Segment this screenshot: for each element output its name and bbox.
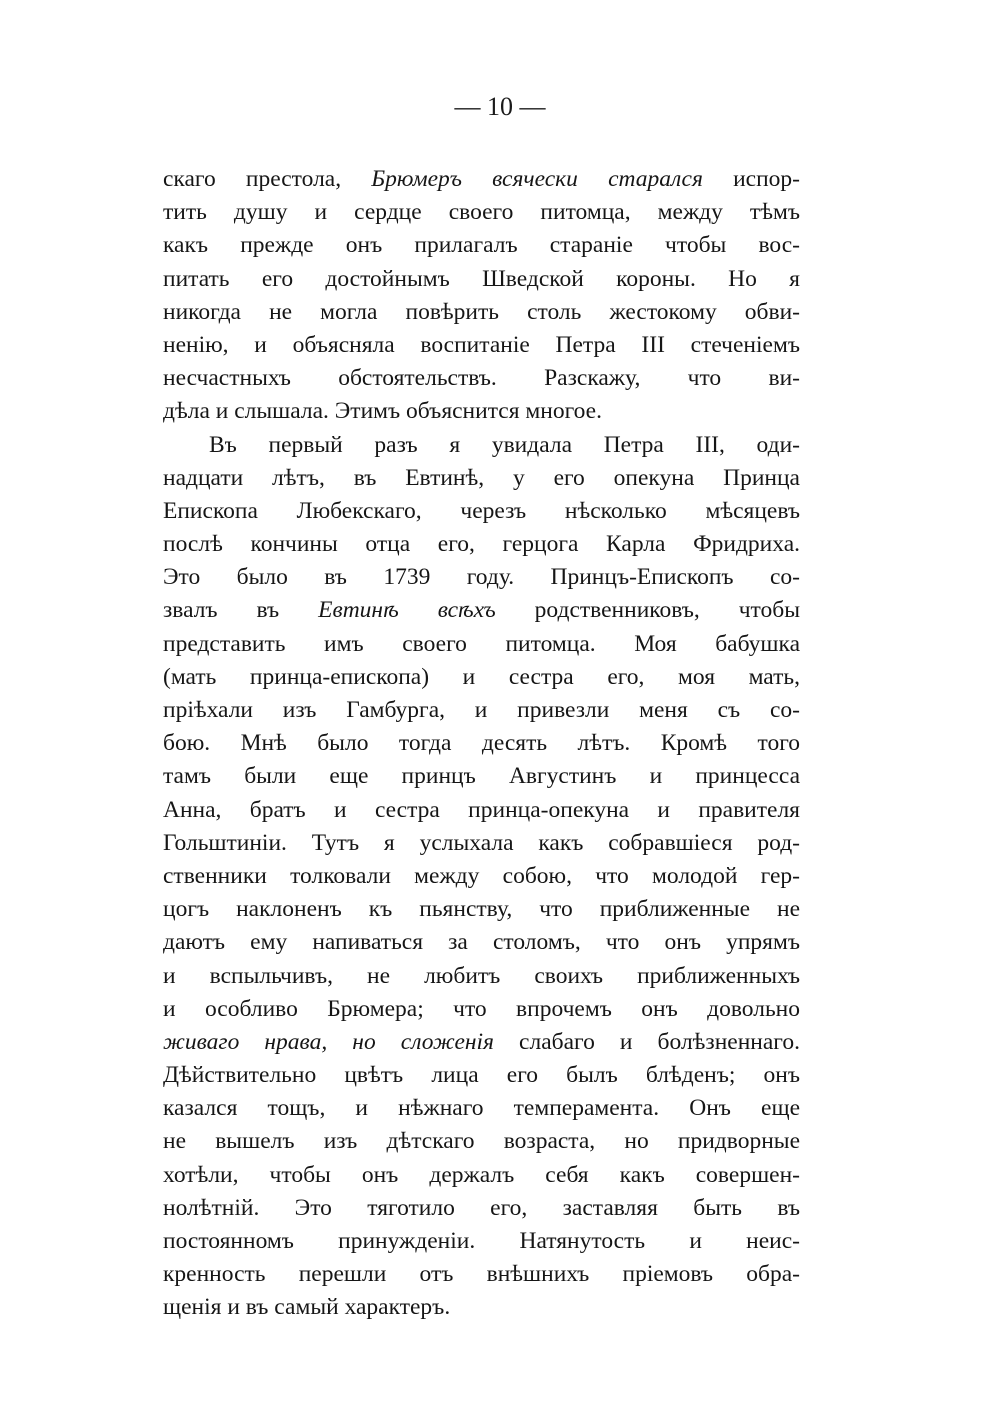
text-segment: Это было въ 1739 году. Принцъ-Епископъ со-: [163, 564, 800, 591]
text-segment: слабаго и болѣзненнаго.: [493, 1028, 800, 1055]
text-line: [163, 296, 800, 329]
text-line: [163, 727, 800, 760]
text-segment: Въ первый разъ я увидала Петра III, оди-: [209, 431, 800, 458]
text-segment: Анна, братъ и сестра принца-опекуна и правителя: [163, 796, 800, 823]
text-segment: тить душу и сердце своего питомца, между тѣмъ: [163, 199, 800, 226]
text-line: [163, 993, 800, 1026]
text-line: [163, 1092, 800, 1125]
text-line: [163, 561, 800, 594]
italic-text: живаго нрава, но сложенія: [163, 1028, 494, 1055]
text-segment: скаго престола,: [163, 166, 372, 192]
text-segment: дѣла и слышала. Этимъ объяснится многое.: [163, 398, 602, 425]
text-line: [163, 1291, 800, 1324]
text-segment: хотѣли, чтобы онъ держалъ себя какъ совершен-: [163, 1161, 800, 1188]
text-segment: даютъ ему напиваться за столомъ, что онъ упрямъ: [163, 929, 800, 956]
text-segment: звалъ въ: [163, 597, 319, 624]
text-line: [163, 229, 800, 262]
text-segment: и особливо Брюмера; что впрочемъ онъ довольно: [163, 995, 800, 1022]
text-line: [163, 694, 800, 727]
text-line: [163, 196, 800, 229]
text-line: [163, 395, 800, 428]
italic-text: Брюмеръ всячески старался: [371, 166, 734, 192]
text-line: [163, 263, 800, 296]
text-segment: послѣ кончины отца его, герцога Карла Фридриха.: [163, 531, 800, 558]
text-line: [163, 893, 800, 926]
text-line: [163, 329, 800, 362]
text-segment: надцати лѣтъ, въ Евтинѣ, у его опекуна Принца: [163, 464, 800, 491]
text-line: [163, 1059, 800, 1092]
text-line: [163, 1258, 800, 1291]
text-line: [163, 528, 800, 561]
text-segment: тамъ были еще принцъ Августинъ и принцесса: [163, 763, 800, 790]
text-segment: ственники толковали между собою, что молодой гер-: [163, 862, 800, 889]
text-line: [163, 462, 800, 495]
text-line: [163, 794, 800, 827]
text-line: [163, 362, 800, 395]
text-segment: кренность перешли отъ внѣшнихъ пріемовъ обра-: [163, 1261, 800, 1288]
text-line: [163, 827, 800, 860]
italic-text: Евтинѣ всѣхъ: [318, 597, 496, 624]
text-segment: не вышелъ изъ дѣтскаго возраста, но придворные: [163, 1128, 800, 1155]
text-segment: цогъ наклоненъ къ пьянству, что приближенные не: [163, 896, 800, 923]
text-segment: пріѣхали изъ Гамбурга, и привезли меня съ со-: [163, 697, 800, 723]
text-segment: никогда не могла повѣрить столь жестокому обви-: [163, 298, 800, 325]
text-segment: какъ прежде онъ прилагалъ стараніе чтобы вос-: [163, 232, 800, 259]
text-segment: представить имъ своего питомца. Моя бабушка: [163, 630, 800, 657]
text-line: [163, 1026, 800, 1059]
text-line: [163, 163, 800, 196]
text-line: [163, 1192, 800, 1225]
text-line: [163, 926, 800, 959]
text-segment: щенія и въ самый характеръ.: [163, 1294, 451, 1321]
text-segment: испор-: [733, 166, 800, 192]
text-segment: Дѣйствительно цвѣтъ лица его былъ блѣденъ; онъ: [163, 1062, 800, 1089]
text-segment: ненію, и объясняла воспитаніе Петра III стеченіемъ: [163, 331, 800, 358]
text-segment: несчастныхъ обстоятельствъ. Разскажу, что ви-: [163, 365, 800, 392]
text-segment: постоянномъ принужденіи. Натянутость и неис-: [163, 1228, 800, 1254]
text-line: [163, 860, 800, 893]
text-segment: родственниковъ, чтобы: [495, 597, 800, 624]
body-text: [163, 163, 800, 1325]
text-segment: Гольштиніи. Тутъ я услыхала какъ собравшіеся род-: [163, 829, 800, 856]
text-line: [163, 1125, 800, 1158]
text-line: [163, 661, 800, 694]
text-line: [163, 429, 800, 462]
text-line: [163, 1159, 800, 1192]
text-line: [163, 1225, 800, 1258]
text-segment: бою. Мнѣ было тогда десять лѣтъ. Кромѣ того: [163, 730, 800, 757]
text-segment: казался тощъ, и нѣжнаго темперамента. Онъ еще: [163, 1095, 800, 1122]
text-segment: нолѣтній. Это тяготило его, заставляя быть въ: [163, 1194, 800, 1221]
text-segment: (мать принца-епископа) и сестра его, моя мать,: [163, 663, 800, 690]
text-segment: питать его достойнымъ Шведской короны. Но я: [163, 265, 800, 292]
text-line: [163, 495, 800, 528]
text-segment: Епископа Любекскаго, черезъ нѣсколько мѣсяцевъ: [163, 497, 800, 524]
text-line: [163, 594, 800, 627]
page-number: — 10 —: [454, 92, 546, 121]
text-line: [163, 628, 800, 661]
text-line: [163, 960, 800, 993]
text-segment: и вспыльчивъ, не любитъ своихъ приближенныхъ: [163, 962, 800, 989]
text-line: [163, 760, 800, 793]
